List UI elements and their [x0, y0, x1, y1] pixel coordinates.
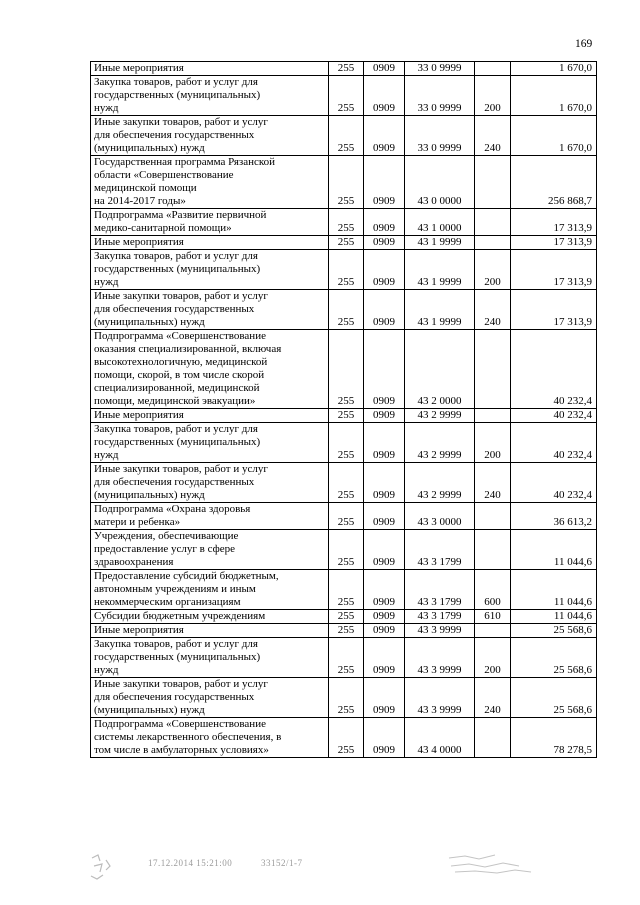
row-rzpr-cell: 0909: [364, 610, 405, 624]
row-ved-cell: 255: [329, 718, 364, 758]
row-vr-cell: 200: [475, 76, 511, 116]
row-sum-cell: 25 568,6: [511, 678, 597, 718]
row-csr-cell: 33 0 9999: [405, 116, 475, 156]
row-sum-cell: 1 670,0: [511, 76, 597, 116]
row-sum-cell: 40 232,4: [511, 330, 597, 409]
row-csr-cell: 43 1 9999: [405, 236, 475, 250]
table-row: [91, 76, 597, 116]
row-sum-cell: 11 044,6: [511, 530, 597, 570]
row-rzpr-cell: 0909: [364, 503, 405, 530]
row-name-cell: Закупка товаров, работ и услуг для государственных (муниципальных) нужд: [91, 638, 329, 678]
row-name-cell: Субсидии бюджетным учреждениям: [91, 610, 329, 624]
row-rzpr-cell: 0909: [364, 530, 405, 570]
table-row: [91, 116, 597, 156]
registration-stamp-mark: [88, 852, 114, 882]
row-vr-cell: [475, 330, 511, 409]
row-csr-cell: 43 3 1799: [405, 530, 475, 570]
row-ved-cell: 255: [329, 156, 364, 209]
row-rzpr-cell: 0909: [364, 76, 405, 116]
row-rzpr-cell: 0909: [364, 718, 405, 758]
row-csr-cell: 43 2 9999: [405, 409, 475, 423]
row-csr-cell: 33 0 9999: [405, 62, 475, 76]
table-row: [91, 156, 597, 209]
table-row: [91, 290, 597, 330]
row-ved-cell: 255: [329, 330, 364, 409]
row-rzpr-cell: 0909: [364, 236, 405, 250]
row-rzpr-cell: 0909: [364, 638, 405, 678]
row-name-cell: Подпрограмма «Совершенствование оказания специализированной, включая высокотехнологичную, медицинской помощи, скорой, в том числе скорой специализированной, медицинской помощи, медицинской эвакуации»: [91, 330, 329, 409]
row-sum-cell: 40 232,4: [511, 409, 597, 423]
row-name-cell: Иные мероприятия: [91, 409, 329, 423]
row-vr-cell: [475, 62, 511, 76]
row-vr-cell: 200: [475, 423, 511, 463]
table-row: [91, 570, 597, 610]
row-name-cell: Иные мероприятия: [91, 236, 329, 250]
row-ved-cell: 255: [329, 638, 364, 678]
row-csr-cell: 43 1 9999: [405, 250, 475, 290]
row-sum-cell: 1 670,0: [511, 116, 597, 156]
row-csr-cell: 43 2 9999: [405, 463, 475, 503]
row-name-cell: Закупка товаров, работ и услуг для государственных (муниципальных) нужд: [91, 423, 329, 463]
row-csr-cell: 43 3 9999: [405, 638, 475, 678]
row-csr-cell: 43 3 9999: [405, 678, 475, 718]
row-sum-cell: 11 044,6: [511, 610, 597, 624]
row-name-cell: Иные закупки товаров, работ и услуг для обеспечения государственных (муниципальных) нужд: [91, 290, 329, 330]
row-rzpr-cell: 0909: [364, 290, 405, 330]
row-ved-cell: 255: [329, 409, 364, 423]
row-vr-cell: 240: [475, 463, 511, 503]
table-row: [91, 718, 597, 758]
row-csr-cell: 43 3 9999: [405, 624, 475, 638]
row-name-cell: Иные мероприятия: [91, 624, 329, 638]
row-vr-cell: 600: [475, 570, 511, 610]
table-row: [91, 236, 597, 250]
row-ved-cell: 255: [329, 290, 364, 330]
row-rzpr-cell: 0909: [364, 116, 405, 156]
row-csr-cell: 43 2 9999: [405, 423, 475, 463]
table-row: [91, 530, 597, 570]
row-rzpr-cell: 0909: [364, 678, 405, 718]
row-ved-cell: 255: [329, 236, 364, 250]
row-vr-cell: [475, 530, 511, 570]
row-rzpr-cell: 0909: [364, 570, 405, 610]
row-vr-cell: 610: [475, 610, 511, 624]
row-sum-cell: 17 313,9: [511, 236, 597, 250]
row-name-cell: Иные закупки товаров, работ и услуг для обеспечения государственных (муниципальных) нужд: [91, 678, 329, 718]
row-ved-cell: 255: [329, 116, 364, 156]
row-name-cell: Закупка товаров, работ и услуг для государственных (муниципальных) нужд: [91, 250, 329, 290]
footer-doc-code: 33152/1-7: [261, 858, 303, 868]
row-ved-cell: 255: [329, 624, 364, 638]
table-row: [91, 463, 597, 503]
row-ved-cell: 255: [329, 423, 364, 463]
row-sum-cell: 17 313,9: [511, 290, 597, 330]
table-row: [91, 409, 597, 423]
row-csr-cell: 43 2 0000: [405, 330, 475, 409]
row-name-cell: Закупка товаров, работ и услуг для государственных (муниципальных) нужд: [91, 76, 329, 116]
row-name-cell: Государственная программа Рязанской области «Совершенствование медицинской помощи на 2014-2017 годы»: [91, 156, 329, 209]
row-vr-cell: 240: [475, 678, 511, 718]
row-sum-cell: 11 044,6: [511, 570, 597, 610]
row-csr-cell: 43 1 0000: [405, 209, 475, 236]
row-csr-cell: 43 3 1799: [405, 570, 475, 610]
row-ved-cell: 255: [329, 76, 364, 116]
table-row: [91, 62, 597, 76]
row-ved-cell: 255: [329, 530, 364, 570]
row-name-cell: Предоставление субсидий бюджетным, автономным учреждениям и иным некоммерческим организациям: [91, 570, 329, 610]
table-row: [91, 209, 597, 236]
budget-table-body: [91, 62, 597, 758]
row-sum-cell: 17 313,9: [511, 209, 597, 236]
row-csr-cell: 43 3 0000: [405, 503, 475, 530]
row-name-cell: Иные закупки товаров, работ и услуг для обеспечения государственных (муниципальных) нужд: [91, 463, 329, 503]
row-csr-cell: 43 1 9999: [405, 290, 475, 330]
budget-table: [90, 61, 597, 758]
row-rzpr-cell: 0909: [364, 156, 405, 209]
row-rzpr-cell: 0909: [364, 423, 405, 463]
row-csr-cell: 43 0 0000: [405, 156, 475, 209]
row-rzpr-cell: 0909: [364, 624, 405, 638]
row-rzpr-cell: 0909: [364, 409, 405, 423]
row-ved-cell: 255: [329, 678, 364, 718]
row-rzpr-cell: 0909: [364, 330, 405, 409]
row-name-cell: Иные мероприятия: [91, 62, 329, 76]
row-vr-cell: 200: [475, 250, 511, 290]
row-ved-cell: 255: [329, 503, 364, 530]
row-name-cell: Учреждения, обеспечивающие предоставление услуг в сфере здравоохранения: [91, 530, 329, 570]
row-csr-cell: 43 3 1799: [405, 610, 475, 624]
row-ved-cell: 255: [329, 62, 364, 76]
table-row: [91, 678, 597, 718]
row-rzpr-cell: 0909: [364, 250, 405, 290]
row-name-cell: Иные закупки товаров, работ и услуг для обеспечения государственных (муниципальных) нужд: [91, 116, 329, 156]
row-sum-cell: 17 313,9: [511, 250, 597, 290]
table-row: [91, 624, 597, 638]
row-vr-cell: [475, 236, 511, 250]
row-rzpr-cell: 0909: [364, 62, 405, 76]
row-vr-cell: [475, 624, 511, 638]
row-csr-cell: 33 0 9999: [405, 76, 475, 116]
page-number: 169: [575, 38, 593, 50]
row-rzpr-cell: 0909: [364, 209, 405, 236]
row-name-cell: Подпрограмма «Развитие первичной медико-санитарной помощи»: [91, 209, 329, 236]
row-ved-cell: 255: [329, 570, 364, 610]
row-vr-cell: [475, 718, 511, 758]
row-name-cell: Подпрограмма «Охрана здоровья матери и ребенка»: [91, 503, 329, 530]
row-ved-cell: 255: [329, 463, 364, 503]
row-sum-cell: 25 568,6: [511, 624, 597, 638]
table-row: [91, 610, 597, 624]
table-row: [91, 330, 597, 409]
row-vr-cell: [475, 156, 511, 209]
row-ved-cell: 255: [329, 610, 364, 624]
row-sum-cell: 40 232,4: [511, 463, 597, 503]
row-ved-cell: 255: [329, 209, 364, 236]
table-row: [91, 503, 597, 530]
row-vr-cell: [475, 209, 511, 236]
row-csr-cell: 43 4 0000: [405, 718, 475, 758]
row-vr-cell: 240: [475, 116, 511, 156]
row-sum-cell: 78 278,5: [511, 718, 597, 758]
table-row: [91, 250, 597, 290]
row-rzpr-cell: 0909: [364, 463, 405, 503]
row-name-cell: Подпрограмма «Совершенствование системы лекарственного обеспечения, в том числе в амбулаторных условиях»: [91, 718, 329, 758]
row-vr-cell: [475, 409, 511, 423]
table-row: [91, 423, 597, 463]
signature-stamp-mark: [445, 850, 535, 876]
row-sum-cell: 256 868,7: [511, 156, 597, 209]
print-footer: [148, 858, 329, 868]
row-ved-cell: 255: [329, 250, 364, 290]
row-sum-cell: 36 613,2: [511, 503, 597, 530]
footer-datetime: 17.12.2014 15:21:00: [148, 858, 233, 868]
row-sum-cell: 25 568,6: [511, 638, 597, 678]
row-sum-cell: 1 670,0: [511, 62, 597, 76]
row-vr-cell: [475, 503, 511, 530]
row-sum-cell: 40 232,4: [511, 423, 597, 463]
table-row: [91, 638, 597, 678]
row-vr-cell: 240: [475, 290, 511, 330]
row-vr-cell: 200: [475, 638, 511, 678]
